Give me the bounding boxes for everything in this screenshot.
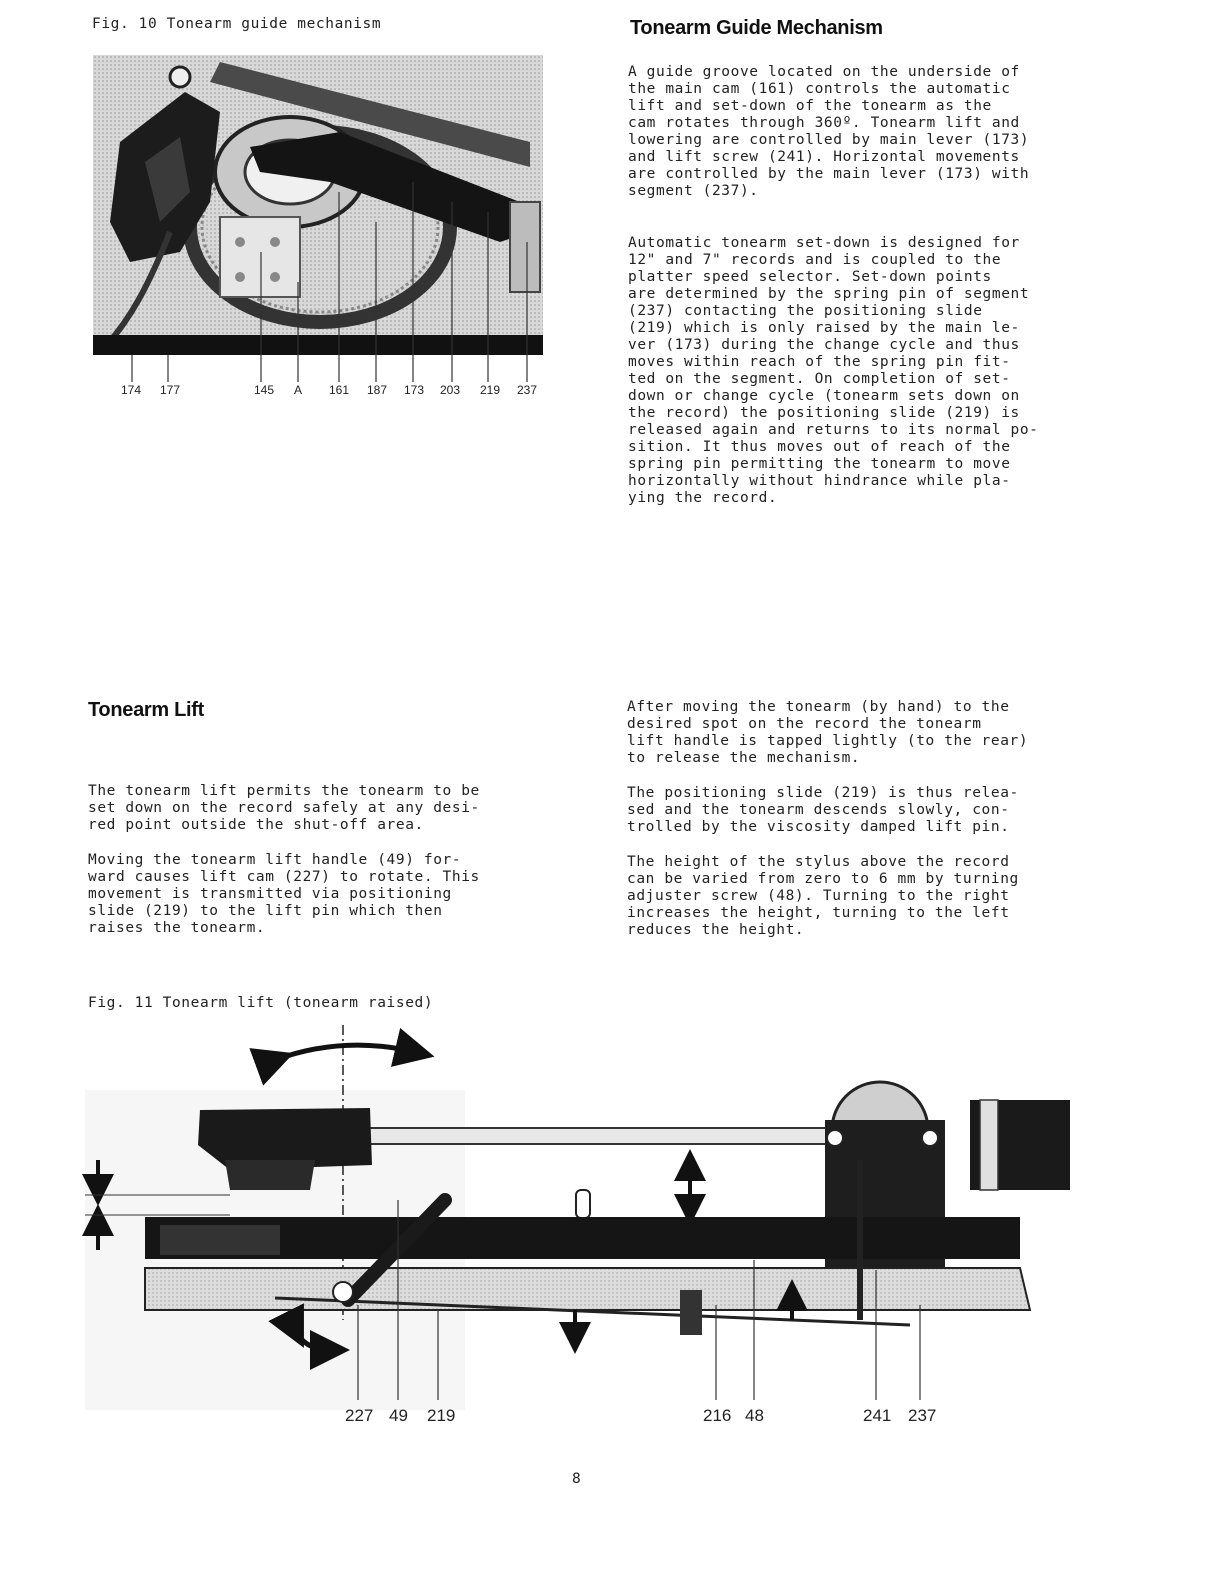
fig10-callout: 203 xyxy=(440,383,461,397)
fig11-callout: 241 xyxy=(863,1406,892,1425)
fig11-callout: 237 xyxy=(908,1406,937,1425)
lift-paragraph-2: Moving the tonearm lift handle (49) for- ward causes lift cam (227) to rotate. This movement is transmitted via positioning slide (219) to the lift pin which then raises the tonearm. xyxy=(88,852,480,936)
fig10-callout: A xyxy=(294,383,303,397)
fig10-photo xyxy=(90,52,550,402)
section-title-lift: Tonearm Lift xyxy=(88,699,205,721)
lift-paragraph-4: The positioning slide (219) is thus relea- sed and the tonearm descends slowly, con- trolled by the viscosity damped lift pin. xyxy=(627,785,1019,835)
lift-paragraph-5: The height of the stylus above the record can be varied from zero to 6 mm by turning adjuster screw (48). Turning to the right increases the height, turning to the left reduces the height. xyxy=(627,854,1019,938)
fig10-callout: 161 xyxy=(329,383,350,397)
fig11-callout: 219 xyxy=(427,1406,456,1425)
fig10-caption: Fig. 10 Tonearm guide mechanism xyxy=(92,16,382,32)
guide-paragraph-2: Automatic tonearm set-down is designed for 12" and 7" records and is coupled to the platter speed selector. Set-down points are determined by the spring pin of segment (237) contacting the positioning slide (219) which is only raised by the main le- ver (173) during the change cycle and thus moves within reach of the spring pin fit- ted on the segment. On completion of set- down or change cycle (tonearm sets down on the record) the positioning slide (219) is released again and returns to its normal po- sition. It thus moves out of reach of the spring pin permitting the tonearm to move horizontally without hindrance while pla- ying the record. xyxy=(628,235,1039,506)
fig10-callout: 219 xyxy=(480,383,501,397)
fig10-callout: 145 xyxy=(254,383,275,397)
fig10-callout: 173 xyxy=(404,383,425,397)
fig11-callout: 49 xyxy=(389,1406,408,1425)
fig10-callout: 237 xyxy=(517,383,538,397)
section-title-guide: Tonearm Guide Mechanism xyxy=(630,17,883,39)
page-number: 8 xyxy=(572,1471,582,1487)
fig11-callout: 48 xyxy=(745,1406,764,1425)
guide-paragraph-1: A guide groove located on the underside of the main cam (161) controls the automatic lift and set-down of the tonearm as the cam rotates through 360º. Tonearm lift and lowering are controlled by main lever (173) and lift screw (241). Horizontal movements are controlled by the main lever (173) with segment (237). xyxy=(628,64,1030,199)
fig11-callout: 227 xyxy=(345,1406,374,1425)
lift-paragraph-3: After moving the tonearm (by hand) to the desired spot on the record the tonearm lift handle is tapped lightly (to the rear) to release the mechanism. xyxy=(627,699,1029,766)
fig10-callout: 174 xyxy=(121,383,142,397)
lift-paragraph-1: The tonearm lift permits the tonearm to be set down on the record safely at any desi- red point outside the shut-off area. xyxy=(88,783,480,833)
fig11-callout: 216 xyxy=(703,1406,732,1425)
fig10-callout: 187 xyxy=(367,383,388,397)
fig11-diagram xyxy=(80,1020,1090,1410)
fig10-callout: 177 xyxy=(160,383,181,397)
fig11-caption: Fig. 11 Tonearm lift (tonearm raised) xyxy=(88,995,434,1011)
